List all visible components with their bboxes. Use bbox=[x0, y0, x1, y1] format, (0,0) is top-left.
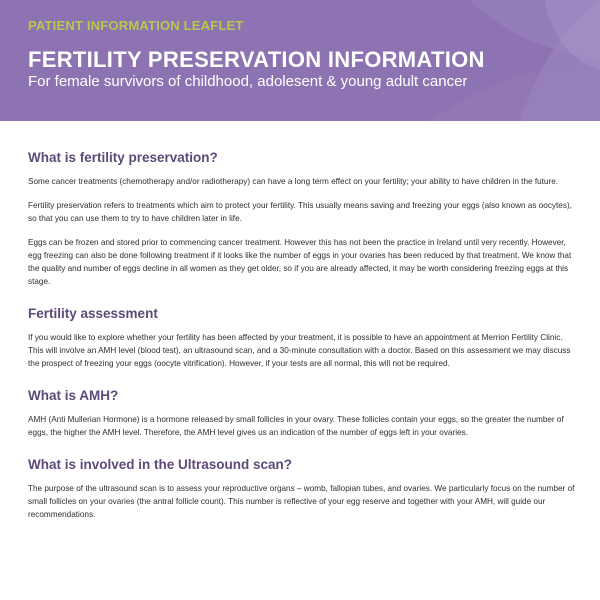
document-subtitle: For female survivors of childhood, adolesent & young adult cancer bbox=[28, 73, 468, 90]
document-title: FERTILITY PRESERVATION INFORMATION bbox=[28, 47, 485, 72]
paragraph: Eggs can be frozen and stored prior to commencing cancer treatment. However this has not been the practice in Ireland until very recently. However, egg freezing can also be done following treatment if it looks like the number of eggs in your ovaries has been reduced by that treatment. We know that the quality and number of eggs decline in all women as they get older, so if you are already affected, it may be worth considering freezing eggs at this stage. bbox=[28, 238, 572, 286]
section-ultrasound-scan bbox=[28, 457, 576, 521]
section-heading: What is fertility preservation? bbox=[28, 150, 218, 165]
leaflet-type-label: PATIENT INFORMATION LEAFLET bbox=[28, 18, 244, 33]
paragraph: AMH (Anti Mullerian Hormone) is a hormone released by small follicles in your ovary. These follicles contain your eggs, so the greater the number of eggs, the higher the AMH level. Therefore, the AMH level gives us an indication of the number of eggs left in your ovaries. bbox=[28, 415, 564, 437]
header-banner bbox=[0, 0, 600, 121]
section-what-is-amh bbox=[28, 388, 576, 439]
section-heading: What is AMH? bbox=[28, 388, 119, 403]
section-fertility-preservation bbox=[28, 150, 576, 288]
section-fertility-assessment bbox=[28, 306, 576, 370]
paragraph: Fertility preservation refers to treatments which aim to protect your fertility. This usually means saving and freezing your eggs (also known as oocytes), so that you can use them to try to have children later in life. bbox=[28, 201, 572, 223]
section-heading: Fertility assessment bbox=[28, 306, 158, 321]
paragraph: Some cancer treatments (chemotherapy and/or radiotherapy) can have a long term effect on your fertility; your ability to have children in the future. bbox=[28, 177, 559, 186]
leaflet-content bbox=[28, 150, 576, 539]
paragraph: The purpose of the ultrasound scan is to assess your reproductive organs – womb, fallopian tubes, and ovaries. We particularly focus on the number of small follicles on your ovaries (the antral follicle count). This number is reflective of your egg reserve and together with your AMH, will guide our recommendations. bbox=[28, 484, 575, 519]
paragraph: If you would like to explore whether your fertility has been affected by your treatment, it is possible to have an appointment at Merrion Fertility Clinic. This will involve an AMH level (blood test), an ultrasound scan, and a 30-minute consultation with a doctor. Based on this assessment we may discuss the prospect of freezing your eggs (oocyte vitrification). However, if your tests are all normal, this will not be required. bbox=[28, 333, 571, 368]
section-heading: What is involved in the Ultrasound scan? bbox=[28, 457, 293, 472]
